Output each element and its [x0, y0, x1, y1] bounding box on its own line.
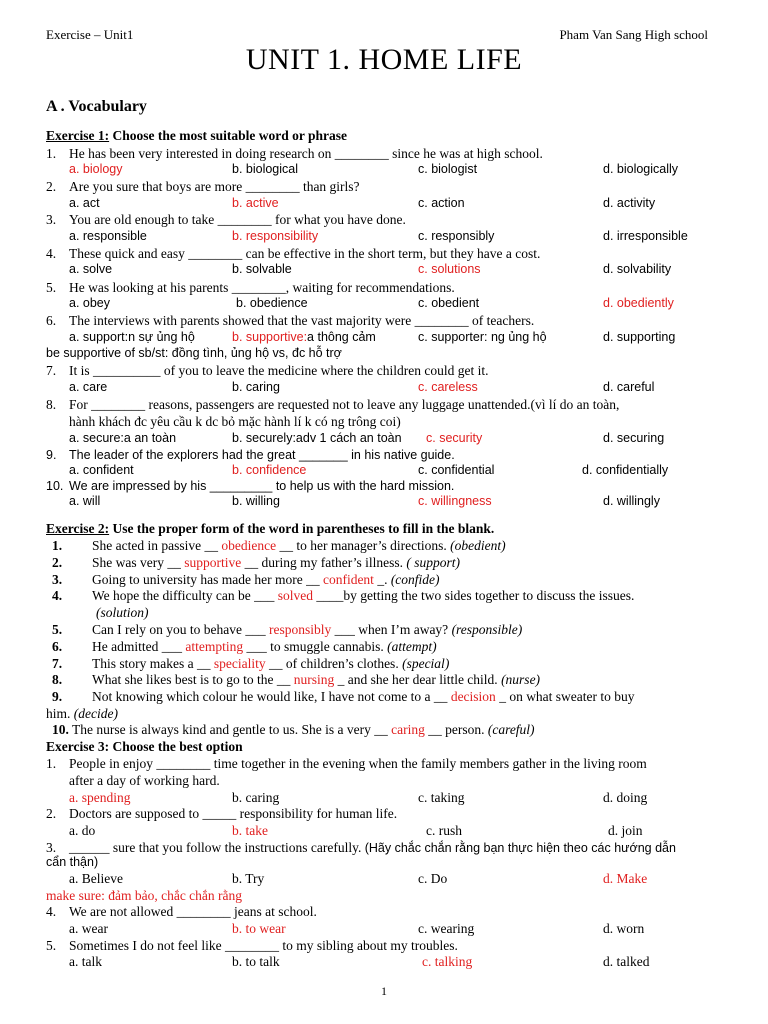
- option-a: a. act: [69, 196, 100, 210]
- question-5: 5. Sometimes I do not feel like ________ to my sibling about my troubles.: [46, 938, 458, 953]
- page-number: 1: [381, 984, 387, 998]
- fill-item-8: 8. What she likes best is to go to the __ nursing _ and she her dear little child. (nurse): [52, 672, 541, 687]
- question-1: 1. People in enjoy ________ time together in the evening when the family members gather in the living room: [46, 756, 647, 771]
- option-d: d. Make: [603, 871, 648, 886]
- option-b: b. confidence: [232, 463, 307, 477]
- option-c: c. supporter: ng ủng hộ: [418, 330, 547, 344]
- header-left: Exercise – Unit1: [46, 27, 134, 42]
- question-7: 7. It is __________ of you to leave the medicine where the children could get it.: [46, 363, 489, 378]
- option-a: a. secure:a an toàn: [69, 431, 177, 445]
- question-1: 1. He has been very interested in doing research on ________ since he was at high school.: [46, 146, 543, 161]
- question-4: 4. We are not allowed ________ jeans at school.: [46, 904, 317, 919]
- option-a: a. obey: [69, 296, 111, 310]
- fill-item-1: 1. She acted in passive __ obedience __ to her manager’s directions. (obedient): [52, 538, 506, 553]
- option-d: d. careful: [603, 380, 655, 394]
- option-a: a. will: [69, 494, 101, 508]
- question-6: 6. The interviews with parents showed that the vast majority were ________ of teachers.: [46, 313, 535, 328]
- option-a: a. do: [69, 823, 96, 838]
- option-b: b. obedience: [236, 296, 308, 310]
- option-b: b. to wear: [232, 921, 286, 936]
- option-d: d. supporting: [603, 330, 676, 344]
- option-c: c. biologist: [418, 162, 478, 176]
- fill-item-9: 9. Not knowing which colour he would like, I have not come to a __ decision _ on what sweater to buy: [52, 689, 635, 704]
- option-a: a. wear: [69, 921, 108, 936]
- option-d: d. solvability: [603, 262, 672, 276]
- option-d: d. obediently: [603, 296, 674, 310]
- option-c: c. confidential: [418, 463, 495, 477]
- fill-item-9-continuation: him. (decide): [46, 706, 118, 721]
- option-c: c. security: [426, 431, 483, 445]
- exercise-1-heading: Exercise 1: Choose the most suitable word or phrase: [46, 128, 347, 143]
- option-d: d. securing: [603, 431, 665, 445]
- option-c: c. willingness: [418, 494, 492, 508]
- option-a: a. care: [69, 380, 108, 394]
- question-4: 4. These quick and easy ________ can be effective in the short term, but they have a cost.: [46, 246, 541, 261]
- fill-item-10: 10. The nurse is always kind and gentle to us. She is a very __ caring __ person. (careful): [52, 722, 535, 737]
- option-b: b. securely:adv 1 cách an toàn: [232, 431, 402, 445]
- option-a: a. responsible: [69, 229, 147, 243]
- fill-item-6: 6. He admitted ___ attempting ___ to smuggle cannabis. (attempt): [52, 639, 437, 654]
- fill-item-2: 2. She was very __ supportive __ during my father’s illness. ( support): [52, 555, 460, 570]
- question-3: 3. You are old enough to take ________ for what you have done.: [46, 212, 406, 227]
- question-1-continuation: after a day of working hard.: [69, 773, 220, 788]
- option-b: b. caring: [232, 380, 280, 394]
- option-a: a. solve: [69, 262, 113, 276]
- option-b: b. solvable: [232, 262, 292, 276]
- section-heading: A . Vocabulary: [46, 98, 147, 115]
- option-b: b. take: [232, 823, 268, 838]
- option-c: c. talking: [422, 954, 473, 969]
- option-b: b. Try: [232, 871, 265, 886]
- option-b: b. biological: [232, 162, 299, 176]
- option-d: d. confidentially: [582, 463, 669, 477]
- fill-item-3: 3. Going to university has made her more __ confident _. (confide): [52, 572, 440, 587]
- option-d: d. doing: [603, 790, 648, 805]
- option-d: d. worn: [603, 921, 645, 936]
- option-c: c. careless: [418, 380, 478, 394]
- option-a: a. Believe: [69, 871, 123, 886]
- option-d: d. biologically: [603, 162, 679, 176]
- vocab-note: make sure: đảm bảo, chắc chắn rằng: [46, 888, 243, 903]
- option-c: c. obedient: [418, 296, 480, 310]
- question-9: 9. The leader of the explorers had the great _______ in his native guide.: [46, 448, 455, 462]
- question-8-continuation: hành khách đc yêu cầu k dc bỏ mặc hành lí k có ng trông coi): [69, 414, 401, 429]
- option-b: b. to talk: [232, 954, 280, 969]
- option-d: d. irresponsible: [603, 229, 688, 243]
- option-a: a. support:n sự ủng hộ: [69, 330, 195, 344]
- option-d: d. activity: [603, 196, 656, 210]
- option-c: c. wearing: [418, 921, 475, 936]
- header-right: Pham Van Sang High school: [559, 27, 708, 42]
- option-a: a. spending: [69, 790, 131, 805]
- vocab-note: be supportive of sb/st: đồng tình, ủng hộ vs, đc hỗ trợ: [46, 346, 342, 360]
- option-c: c. taking: [418, 790, 465, 805]
- fill-item-4-hint: (solution): [96, 605, 149, 620]
- question-3: 3. ______ sure that you follow the instructions carefully. (Hãy chắc chắn rằng bạn thực hiện theo các hướng dẫn: [46, 840, 676, 855]
- fill-item-4: 4. We hope the difficulty can be ___ solved ____by getting the two sides together to discuss the issues.: [52, 588, 635, 603]
- exercise-2-heading: Exercise 2: Use the proper form of the word in parentheses to fill in the blank.: [46, 521, 495, 536]
- question-10: 10. We are impressed by his _________ to help us with the hard mission.: [46, 479, 455, 493]
- option-a: a. talk: [69, 954, 102, 969]
- option-c: c. rush: [426, 823, 462, 838]
- question-8: 8. For ________ reasons, passengers are requested not to leave any luggage unattended.(vì lí do an toàn,: [46, 397, 620, 412]
- question-2: 2. Are you sure that boys are more ________ than girls?: [46, 179, 360, 194]
- option-d: d. talked: [603, 954, 650, 969]
- fill-item-7: 7. This story makes a __ speciality __ of children’s clothes. (special): [52, 656, 450, 671]
- option-b: b. caring: [232, 790, 280, 805]
- option-b: b. responsibility: [232, 229, 319, 243]
- page-title: UNIT 1. HOME LIFE: [245, 43, 523, 76]
- option-c: c. solutions: [418, 262, 481, 276]
- option-b: b. active: [232, 196, 279, 210]
- option-b: b. willing: [232, 494, 280, 508]
- option-c: c. Do: [418, 871, 448, 886]
- translation-continuation: cẩn thận): [46, 855, 99, 869]
- question-2: 2. Doctors are supposed to _____ responsibility for human life.: [46, 806, 398, 821]
- option-b: b. supportive:a thông cảm: [232, 330, 376, 344]
- option-a: a. biology: [69, 162, 123, 176]
- exercise-3-heading: Exercise 3: Choose the best option: [46, 739, 243, 754]
- question-5: 5. He was looking at his parents ________, waiting for recommendations.: [46, 280, 455, 295]
- option-d: d. willingly: [603, 494, 660, 508]
- option-a: a. confident: [69, 463, 134, 477]
- option-d: d. join: [608, 823, 643, 838]
- fill-item-5: 5. Can I rely on you to behave ___ responsibly ___ when I’m away? (responsible): [52, 622, 523, 637]
- option-c: c. action: [418, 196, 465, 210]
- option-c: c. responsibly: [418, 229, 495, 243]
